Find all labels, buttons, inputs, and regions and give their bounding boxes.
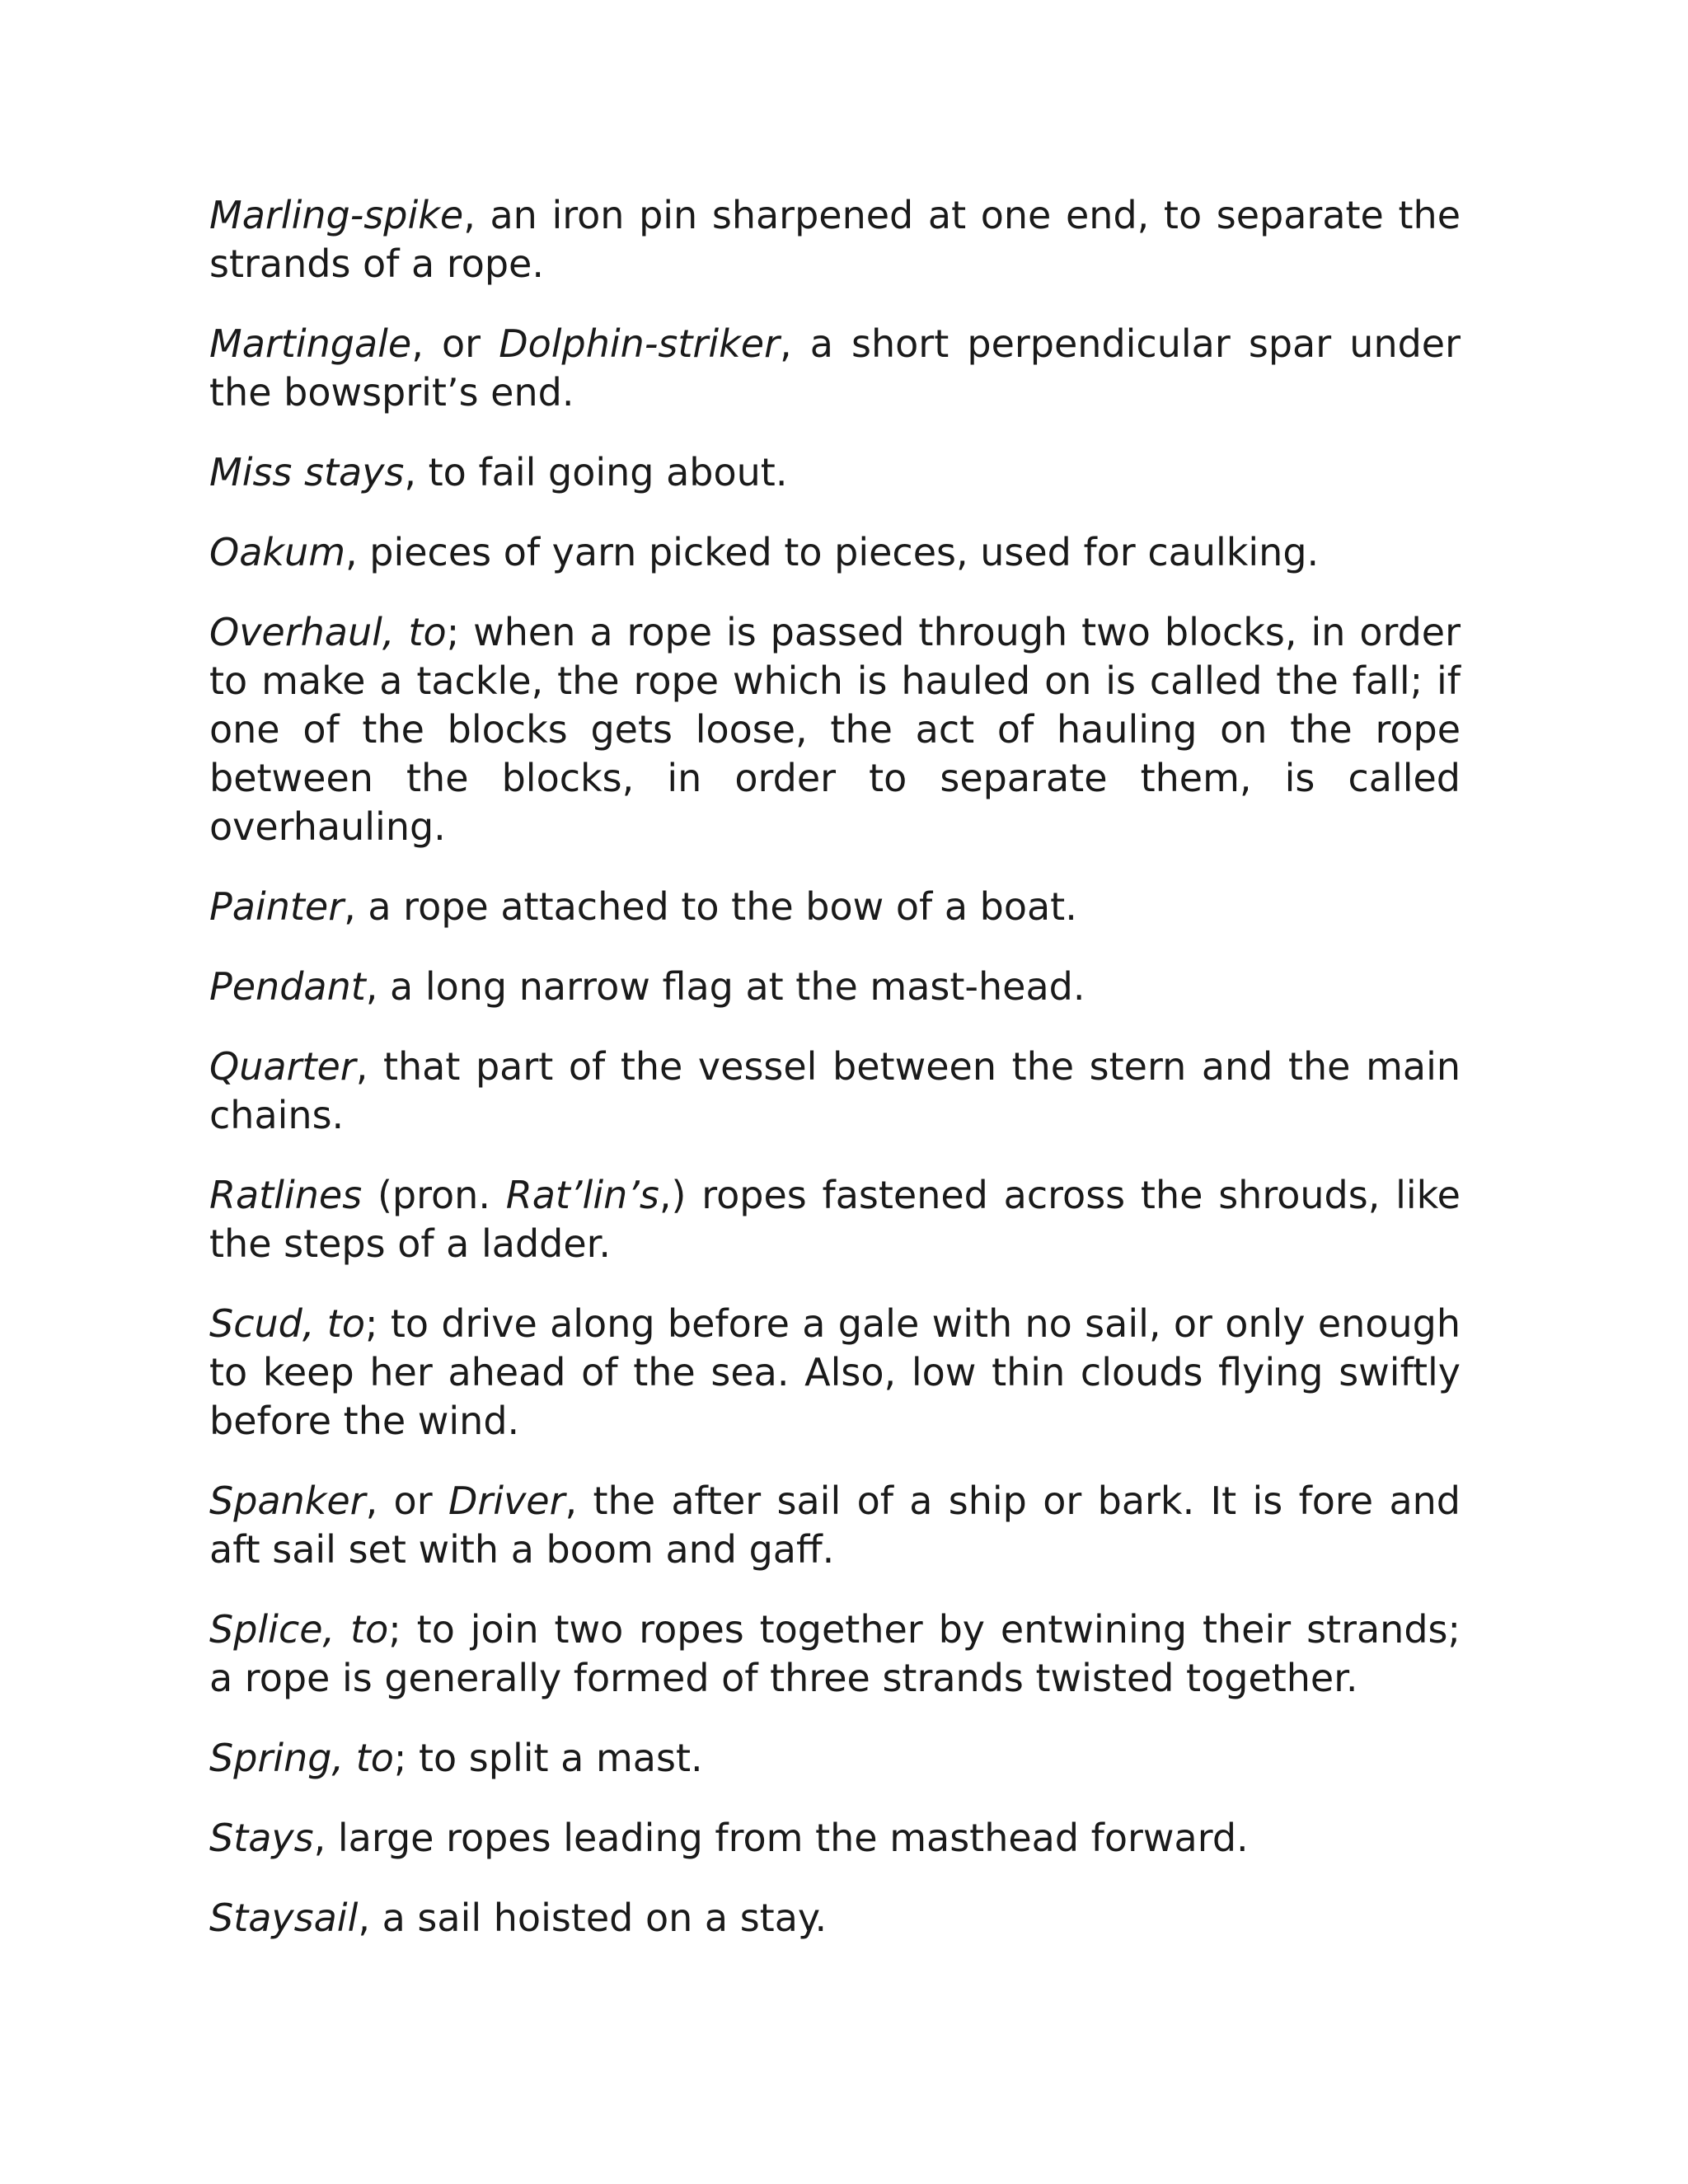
glossary-definition-text: , a short perpendicular spar under the bowsprit’s end. <box>209 321 1461 415</box>
glossary-definition-text: , or <box>411 321 499 366</box>
glossary-term: Staysail <box>209 1896 359 1940</box>
glossary-definition-text: , large ropes leading from the masthead forward. <box>313 1816 1249 1860</box>
glossary-term: Ratlines <box>209 1173 363 1217</box>
glossary-term: Oakum <box>209 530 345 574</box>
glossary-term: Stays <box>209 1816 314 1860</box>
glossary-definition-text: ; to split a mast. <box>393 1736 703 1780</box>
glossary-term: Overhaul, to <box>209 610 447 654</box>
glossary-definition-text: ; to drive along before a gale with no sail, or only enough to keep her ahead of the sea. Also, low thin clouds flying swiftly before the wind. <box>209 1301 1461 1443</box>
glossary-entry <box>209 528 1461 577</box>
glossary-entry <box>209 1734 1461 1783</box>
glossary-term: Marling-spike <box>209 193 464 237</box>
glossary-term: Miss stays <box>209 450 405 494</box>
glossary-definition-text: ; when a rope is passed through two blocks, in order to make a tackle, the rope which is hauled on is called the fall; if one of the blocks gets loose, the act of hauling on the rope between the blocks, in order to separate them, is called overhauling. <box>209 610 1461 849</box>
glossary-entry <box>209 1300 1461 1446</box>
glossary-definition-text: , that part of the vessel between the stern and the main chains. <box>209 1044 1461 1137</box>
glossary-term: Painter <box>209 884 345 929</box>
glossary-entry <box>209 1814 1461 1863</box>
glossary-term: Driver <box>448 1479 565 1523</box>
glossary-definition-text: , to fail going about. <box>404 450 788 494</box>
glossary-entry <box>209 963 1461 1011</box>
glossary-definition-text: , an iron pin sharpened at one end, to separate the strands of a rope. <box>209 193 1461 286</box>
glossary-definition-text: , a long narrow flag at the mast-head. <box>365 964 1085 1009</box>
glossary-page <box>209 191 1461 1974</box>
glossary-term: Martingale <box>209 321 412 366</box>
glossary-entry <box>209 1605 1461 1703</box>
glossary-definition-text: , pieces of yarn picked to pieces, used for caulking. <box>345 530 1320 574</box>
glossary-term: Spanker <box>209 1479 366 1523</box>
glossary-term: Quarter <box>209 1044 356 1089</box>
glossary-entry <box>209 1043 1461 1140</box>
glossary-entry <box>209 448 1461 497</box>
glossary-term: Spring, to <box>209 1736 394 1780</box>
glossary-definition-text: (pron. <box>362 1173 506 1217</box>
glossary-term: Scud, to <box>209 1301 365 1346</box>
glossary-definition-text: ; to join two ropes together by entwining their strands; a rope is generally formed of three strands twisted together. <box>209 1607 1461 1700</box>
glossary-definition-text: ,) ropes fastened across the shrouds, like the steps of a ladder. <box>209 1173 1461 1266</box>
glossary-entry-list <box>209 191 1461 1943</box>
glossary-entry <box>209 191 1461 288</box>
glossary-term: Splice, to <box>209 1607 389 1652</box>
glossary-term: Rat’lin’s <box>505 1173 659 1217</box>
glossary-definition-text: , a sail hoisted on a stay. <box>358 1896 828 1940</box>
glossary-entry <box>209 1171 1461 1268</box>
glossary-definition-text: , a rope attached to the bow of a boat. <box>344 884 1077 929</box>
glossary-term: Pendant <box>209 964 366 1009</box>
glossary-entry <box>209 608 1461 851</box>
glossary-entry <box>209 320 1461 417</box>
glossary-entry <box>209 1477 1461 1574</box>
glossary-entry <box>209 883 1461 931</box>
glossary-entry <box>209 1894 1461 1943</box>
glossary-definition-text: , or <box>365 1479 448 1523</box>
glossary-term: Dolphin-striker <box>499 321 780 366</box>
glossary-definition-text: , the after sail of a ship or bark. It is fore and aft sail set with a boom and gaff. <box>209 1479 1461 1572</box>
